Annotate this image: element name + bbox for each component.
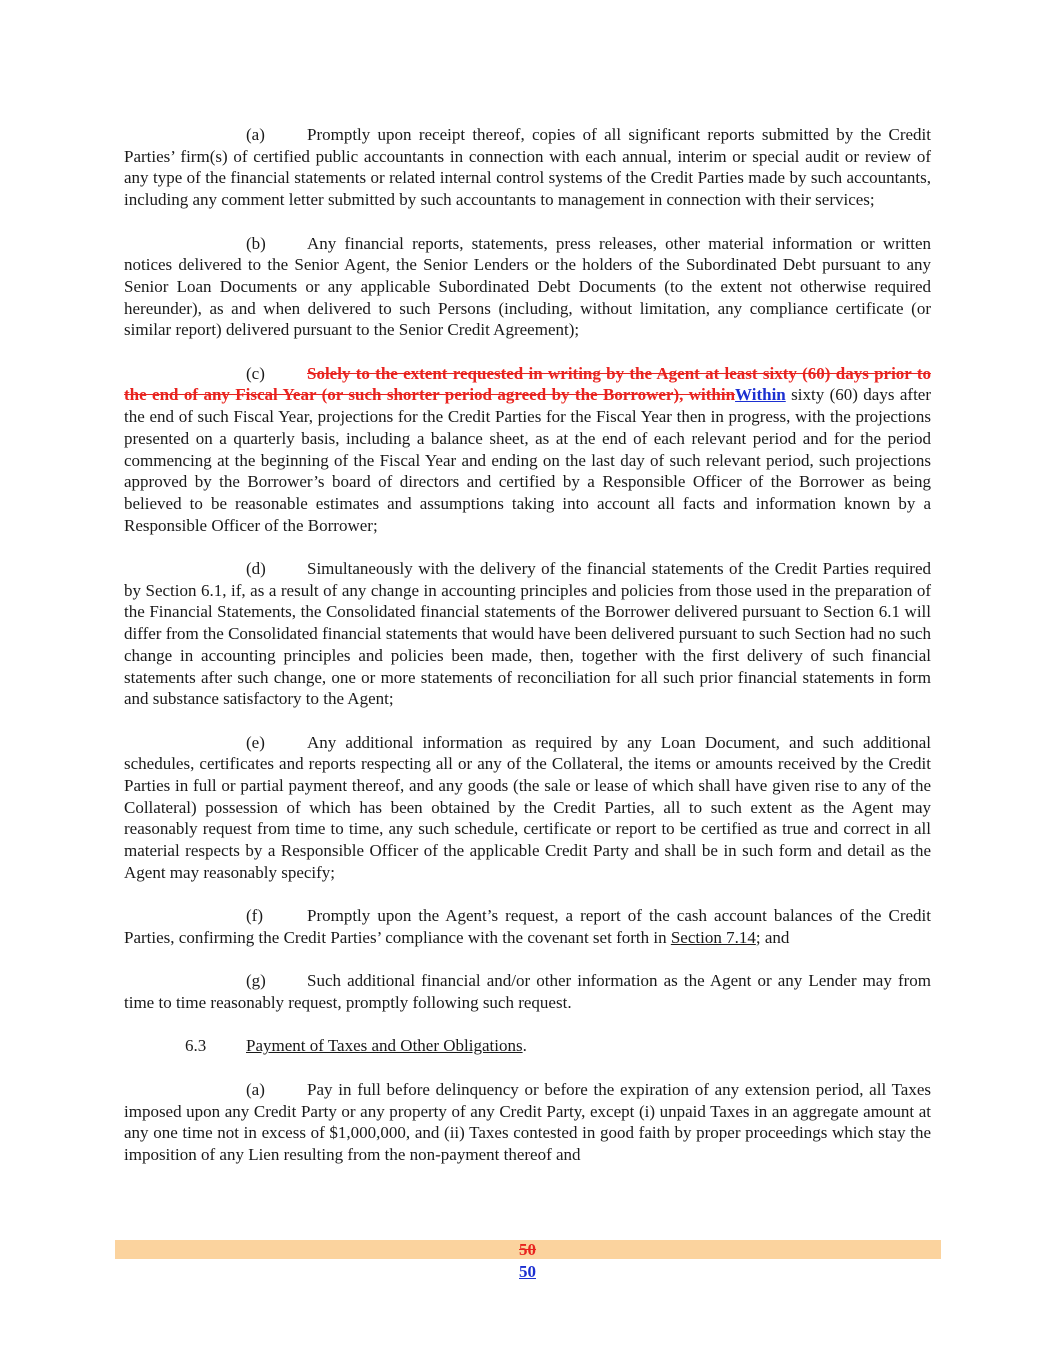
clause-f	[124, 905, 931, 948]
clause-label: (c)	[246, 363, 265, 383]
clause-text: Simultaneously with the delivery of the financial statements of the Credit Parties required by Section 6.1, if, as a result of any change in accounting principles and policies from those used in the preparation of the Financial Statements, the Consolidated financial statements of the Borrower delivered pursuant to Section 6.1 will differ from the Consolidated financial statements that would have been delivered pursuant to such Section had no such change in accounting principles and policies been made, then, together with the first delivery of such financial statements after such change, one or more statements of reconciliation for all such prior financial statements in form and substance satisfactory to the Agent;	[124, 559, 931, 709]
page-number-deleted: 50	[519, 1240, 536, 1259]
clause-g	[124, 970, 931, 1013]
clause-text: sixty (60) days after the end of such Fiscal Year, projections for the Credit Parties for the Fiscal Year then in progress, with the projections presented on a quarterly basis, including a balance sheet, as at the end of each relevant period and for the period commencing at the beginning of the Fiscal Year and ending on the last day of such relevant period, such projections approved by the Borrower’s board of directors and certified by a Responsible Officer of the Borrower as being believed to be reasonable estimates and assumptions taking into account all facts and information known by a Responsible Officer of the Borrower;	[124, 385, 931, 535]
clause-label: (d)	[246, 559, 266, 579]
clause-tail: ; and	[755, 927, 790, 947]
clause-text: Pay in full before delinquency or before the expiration of any extension period, all Taxes imposed upon any Credit Party or any property of any Credit Party, except (i) unpaid Taxes in an aggregate amount at any one time not in excess of $1,000,000, and (ii) Taxes contested in good faith by proper proceedings which stay the imposition of any Lien resulting from the non-payment thereof and	[124, 1079, 931, 1164]
section-reference-link[interactable]: Section 7.14	[670, 927, 756, 947]
clause-label: (g)	[246, 971, 266, 991]
clause-text: Promptly upon receipt thereof, copies of all significant reports submitted by the Credit Parties’ firm(s) of certified public accountants in connection with each annual, interim or special audit or review of any type of the financial statements or related internal control systems of the Credit Parties made by such accountants, including any comment letter submitted by such accountants to management in connection with their services;	[124, 125, 931, 210]
clause-d	[124, 558, 931, 710]
clause-text: Promptly upon the Agent’s request, a report of the cash account balances of the Credit Parties, confirming the Credit Parties’ compliance with the covenant set forth in	[124, 906, 931, 947]
clause-label: (f)	[246, 906, 263, 926]
clause-text: Any financial reports, statements, press releases, other material information or written notices delivered to the Senior Agent, the Senior Lenders or the holders of the Subordinated Debt pursuant to any Senior Loan Documents or any applicable Subordinated Debt Documents (to the extent not otherwise required hereunder), as and when delivered to such Persons (including, without limitation, any compliance certificate (or similar report) delivered pursuant to the Senior Credit Agreement);	[124, 233, 931, 340]
clause-label: (a)	[246, 125, 265, 144]
clause-label: (a)	[246, 1079, 265, 1099]
section-title-tail: .	[522, 1036, 527, 1056]
page-number-inserted: 50	[519, 1262, 536, 1281]
clause-b	[124, 233, 931, 342]
clause-a	[124, 124, 931, 211]
clause-text: Such additional financial and/or other information as the Agent or any Lender may from time to time reasonably request, promptly following such request.	[124, 971, 931, 1013]
clause-text: Any additional information as required by any Loan Document, and such additional schedules, certificates and reports respecting all or any of the Collateral, the items or amounts received by the Credit Parties in full or partial payment thereof, and any goods (the sale or lease of which shall have given rise to any of the Collateral) possession of which has been obtained by the Credit Parties, all to such extent as the Agent may reasonably request from time to time, any such schedule, certificate or report to be certified as true and correct in all material respects by a Responsible Officer of the applicable Credit Party and shall be in such form and detail as the Agent may reasonably specify;	[124, 732, 931, 882]
inserted-text: Within	[735, 385, 786, 405]
clause-label: (e)	[246, 732, 265, 752]
section-clause-a	[124, 1079, 931, 1166]
section-title: Payment of Taxes and Other Obligations	[246, 1036, 523, 1056]
clause-e	[124, 732, 931, 884]
deleted-text: Solely to the extent requested in writing by the Agent at least sixty (60) days prior to the end of any Fiscal Year (or such shorter period agreed by the Borrower), within	[124, 363, 931, 405]
clause-c	[124, 363, 931, 537]
section-number: 6.3	[185, 1036, 207, 1056]
document-body	[124, 124, 931, 1187]
section-heading	[124, 1035, 931, 1057]
clause-label: (b)	[246, 233, 266, 253]
